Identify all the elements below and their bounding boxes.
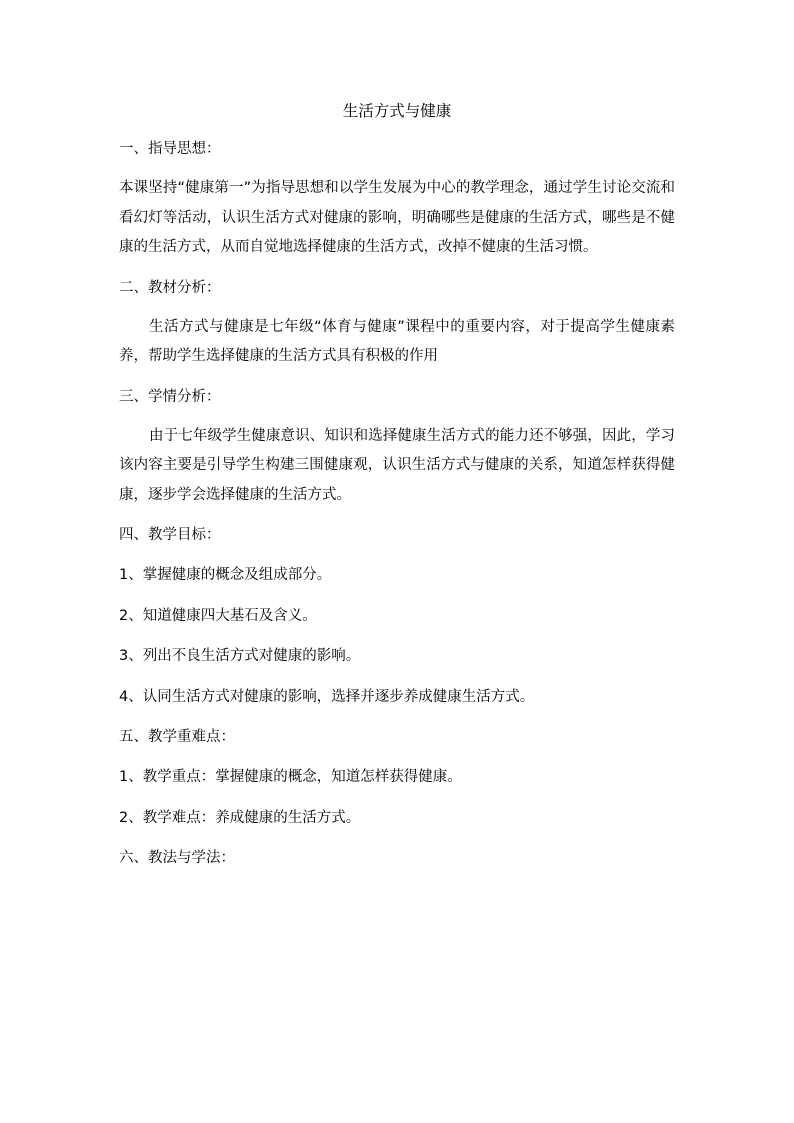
document-title: 生活方式与健康 [342, 102, 452, 120]
document-body [119, 100, 675, 887]
section-heading-key-difficult-points: 五、教学重难点： [119, 729, 235, 745]
section-heading-teaching-goals: 四、教学目标： [119, 527, 221, 543]
section-heading-student-analysis: 三、学情分析： [119, 388, 221, 405]
list-item: 1、掌握健康的概念及组成部分。 [119, 567, 332, 583]
section-paragraph-textbook-analysis: 生活方式与健康是七年级“体育与健康”课程中的重要内容，对于提高学生健康素养，帮助学生选择健康的生活方式具有积极的作用 [119, 318, 675, 364]
section-paragraph-student-analysis: 由于七年级学生健康意识、知识和选择健康生活方式的能力还不够强，因此，学习该内容主要是引导学生构建三围健康观，认识生活方式与健康的关系，知道怎样获得健康，逐步学会选择健康的生活方式。 [119, 427, 675, 503]
list-item: 2、教学难点：养成健康的生活方式。 [119, 809, 361, 826]
list-item: 4、认同生活方式对健康的影响，选择并逐步养成健康生活方式。 [119, 688, 535, 705]
section-heading-teaching-methods: 六、教法与学法： [119, 850, 235, 866]
section-paragraph-guiding-ideology: 本课坚持“健康第一”为指导思想和以学生发展为中心的教学理念，通过学生讨论交流和看幻灯等活动，认识生活方式对健康的影响，明确哪些是健康的生活方式，哪些是不健康的生活方式，从而自觉地选择健康的生活方式，改掉不健康的生活习惯。 [119, 180, 675, 255]
list-item: 1、教学重点：掌握健康的概念，知道怎样获得健康。 [119, 769, 462, 785]
list-item: 3、列出不良生活方式对健康的影响。 [119, 648, 361, 664]
section-heading-textbook-analysis: 二、教材分析： [119, 279, 221, 296]
section-heading-guiding-ideology: 一、指导思想： [119, 141, 221, 157]
list-item: 2、知道健康四大基石及含义。 [119, 607, 317, 624]
